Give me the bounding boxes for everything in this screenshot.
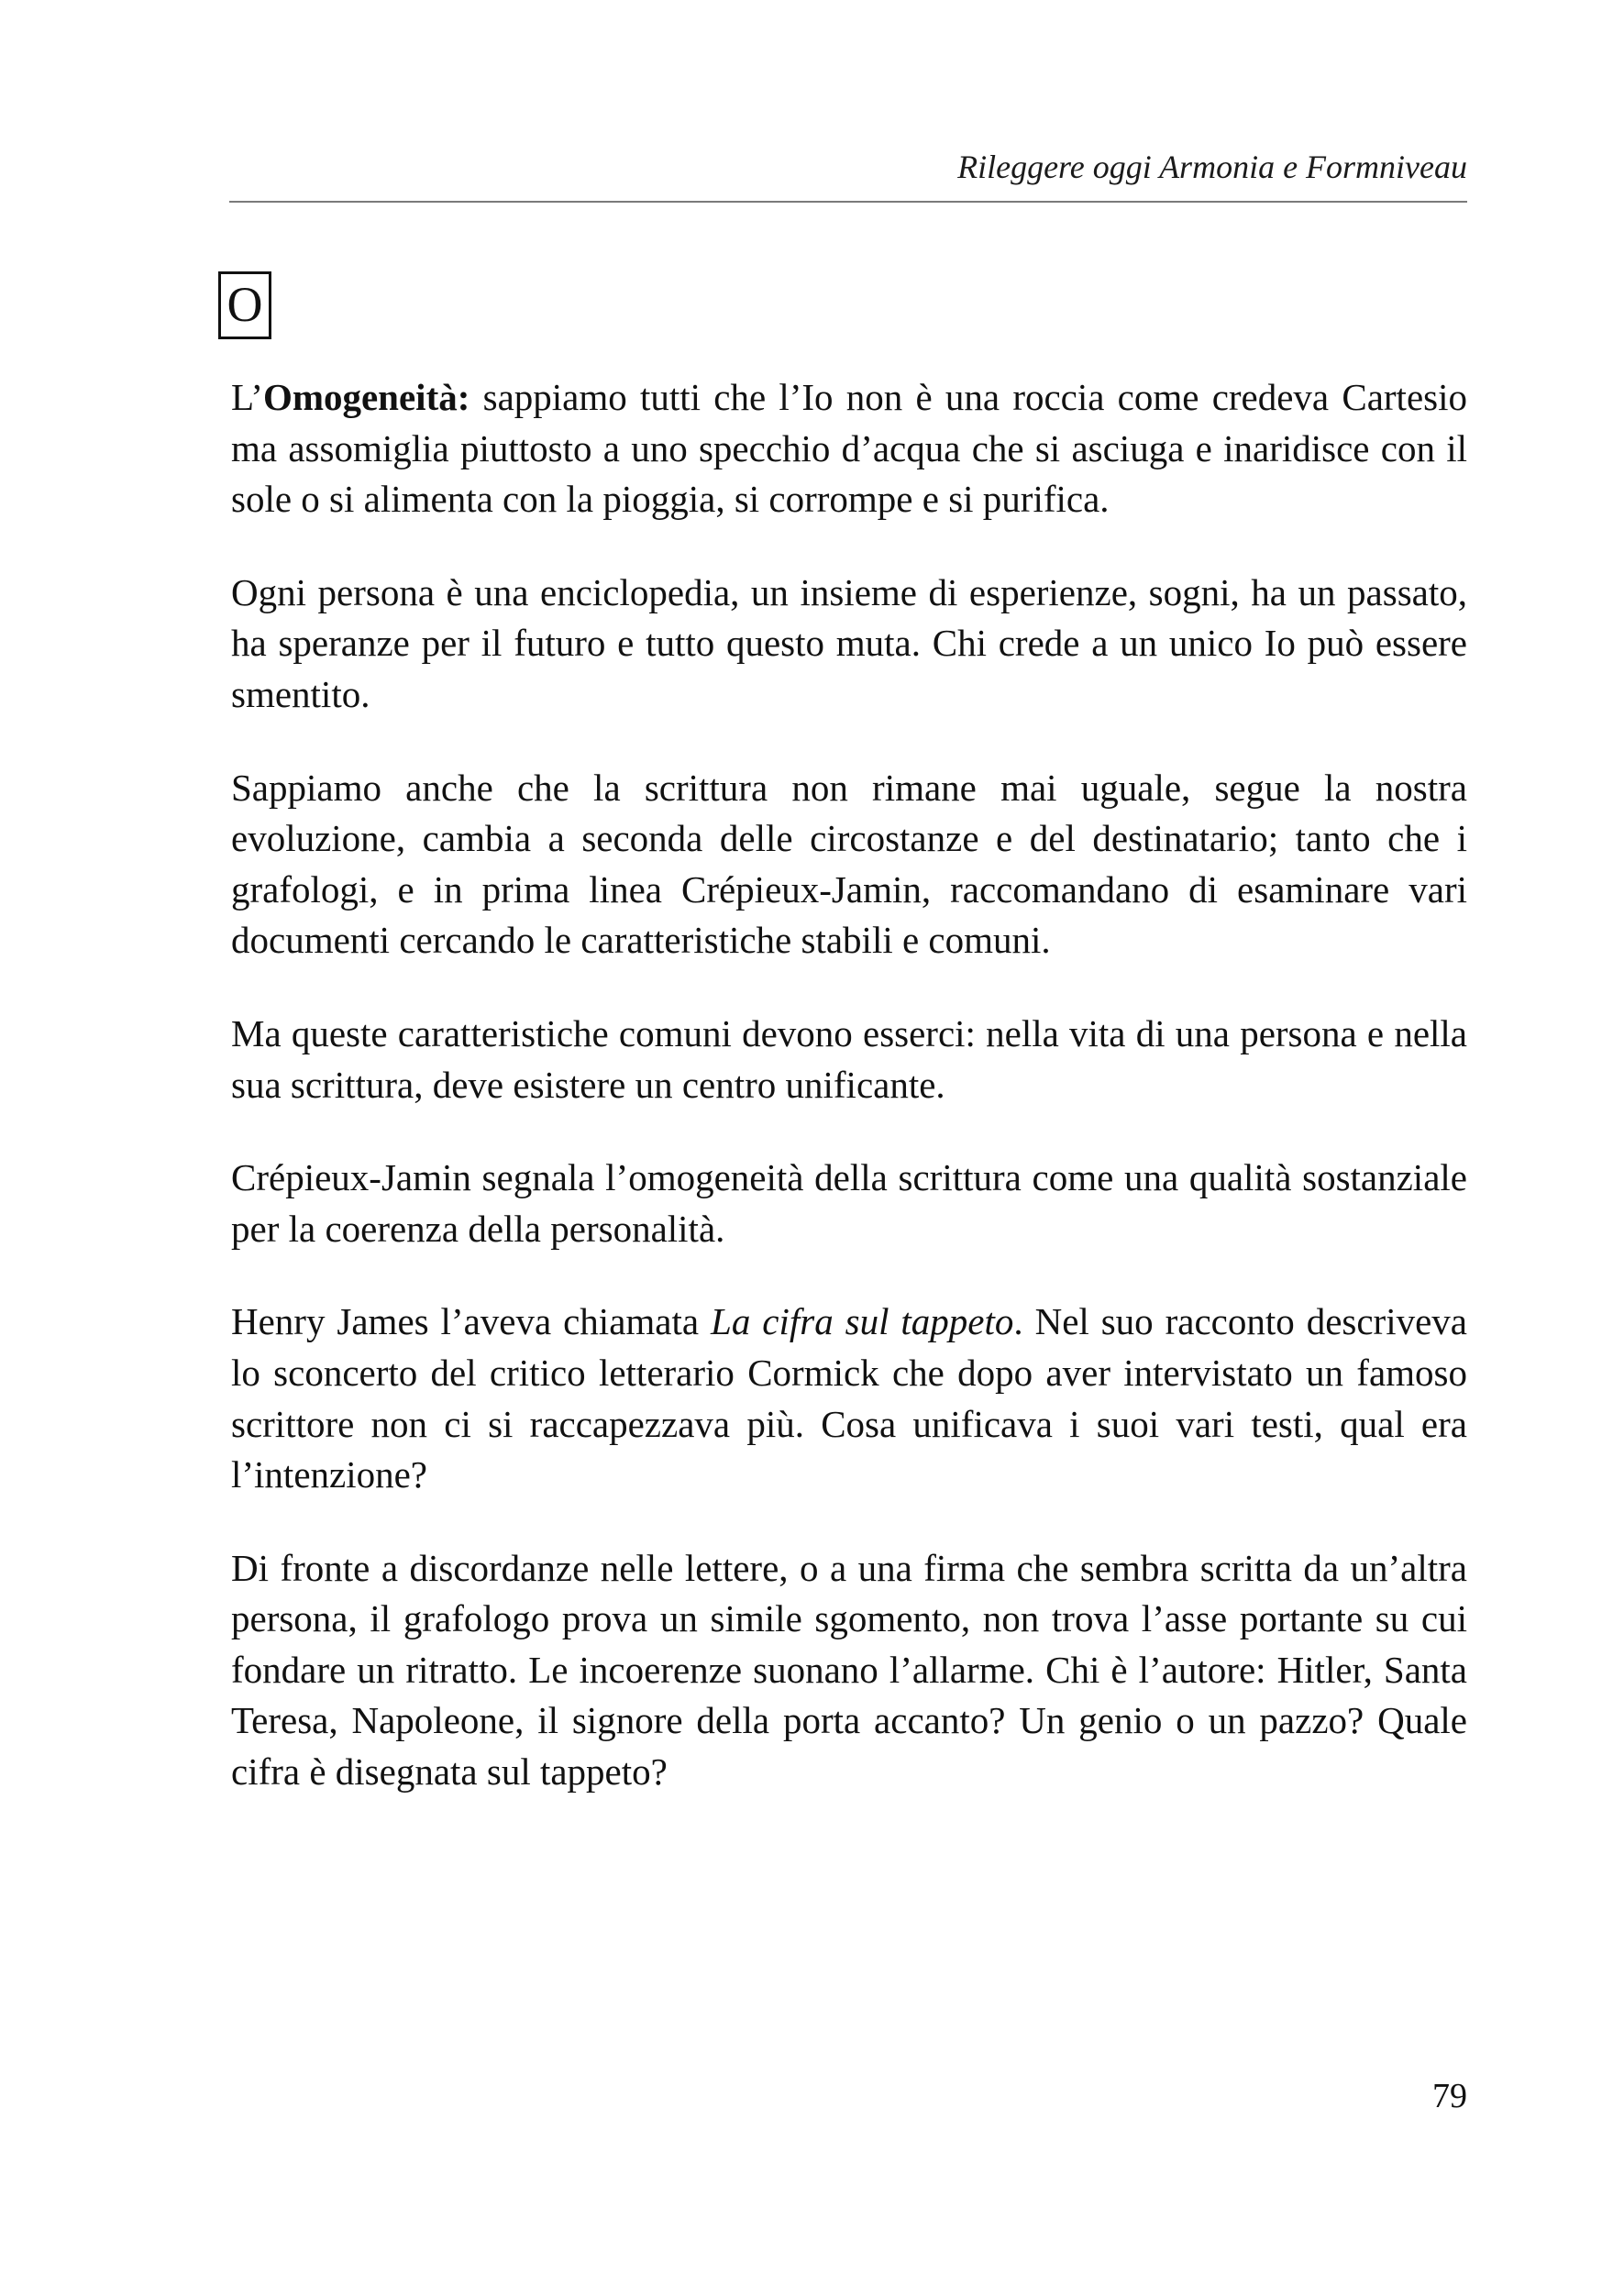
paragraph: Sappiamo anche che la scrittura non rimane mai uguale, segue la nostra evoluzione, cambia a seconda delle circostanze e del destinatario; tanto che i grafologi, e in prima linea Crépieux-Jamin, raccomandano di esaminare vari documenti cercando le caratteristiche stabili e comuni. bbox=[231, 766, 1467, 962]
header-rule bbox=[229, 201, 1467, 203]
paragraph-text: . Nel suo racconto descriveva lo sconcerto del critico letterario Cormick che dopo aver intervistato un famoso scrittore non ci si raccapezzava più. Cosa unificava i suoi vari testi, qual era l’intenzione? bbox=[231, 1300, 1467, 1496]
term-omogeneita: Omogeneità: bbox=[262, 376, 470, 418]
page-number: 79 bbox=[1432, 2077, 1467, 2115]
paragraph: Ogni persona è una enciclopedia, un insieme di esperienze, sogni, ha un passato, ha speranze per il futuro e tutto questo muta. Chi crede a un unico Io può essere smentito. bbox=[231, 570, 1467, 715]
running-head-title: Rileggere oggi Armonia e Formniveau bbox=[957, 149, 1467, 185]
paragraph-text: sappiamo tutti che l’Io non è una roccia come credeva Cartesio ma assomiglia piuttosto a uno specchio d’acqua che si asciuga e inaridisce con il sole o si alimenta con la pioggia, si corrompe e si purifica. bbox=[231, 376, 1467, 521]
term-prefix: L’ bbox=[231, 376, 263, 418]
paragraph-omogeneita bbox=[231, 372, 1467, 525]
paragraph-henry-james bbox=[231, 1297, 1467, 1500]
paragraph: Ma queste caratteristiche comuni devono esserci: nella vita di una persona e nella sua scrittura, deve esistere un centro unificante. bbox=[231, 1011, 1467, 1106]
book-title: La cifra sul tappeto bbox=[711, 1300, 1014, 1343]
paragraph-text: Henry James l’aveva chiamata bbox=[231, 1300, 712, 1343]
section-letter-box: O bbox=[218, 271, 271, 339]
paragraph: Di fronte a discordanze nelle lettere, o a una firma che sembra scritta da un’altra persona, il grafologo prova un simile sgomento, non trova l’asse portante su cui fondare un ritratto. Le incoerenze suonano l’allarme. Chi è l’autore: Hitler, Santa Teresa, Napoleone, il signore della porta accanto? Un genio o un pazzo? Quale cifra è disegnata sul tappeto? bbox=[231, 1546, 1467, 1794]
body-text bbox=[231, 372, 1467, 1840]
paragraph: Crépieux-Jamin segnala l’omogeneità della scrittura come una qualità sostanziale per la coerenza della personalità. bbox=[231, 1156, 1467, 1250]
